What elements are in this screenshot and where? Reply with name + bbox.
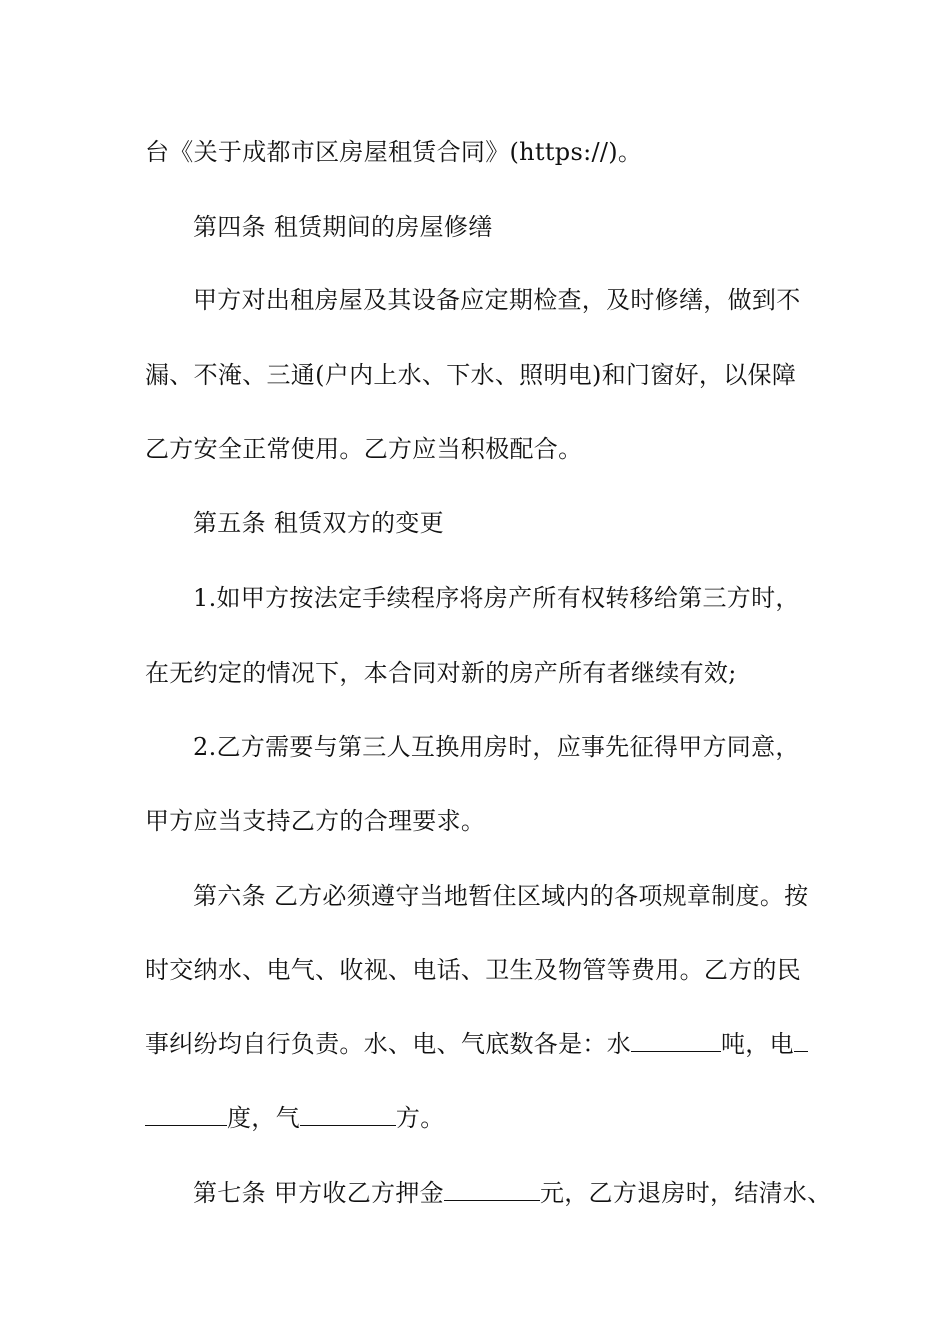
paragraph-line: 甲方对出租房屋及其设备应定期检查，及时修缮，做到不 xyxy=(193,286,801,314)
fill-in-blank-electricity-start xyxy=(794,1029,808,1052)
line-text: 事纠纷均自行负责。水、电、气底数各是：水 xyxy=(145,1030,631,1058)
line-text: 度，气 xyxy=(227,1104,300,1132)
paragraph-line: 在无约定的情况下，本合同对新的房产所有者继续有效; xyxy=(145,659,737,687)
paragraph-line xyxy=(193,1178,832,1208)
fill-in-blank-water xyxy=(631,1029,721,1052)
paragraph-line: 时交纳水、电气、收视、电话、卫生及物管等费用。乙方的民 xyxy=(145,956,802,984)
line-text: 方。 xyxy=(395,1104,445,1132)
paragraph-line: 漏、不淹、三通(户内上水、下水、照明电)和门窗好，以保障 xyxy=(145,361,797,389)
paragraph-line: 2.乙方需要与第三人互换用房时，应事先征得甲方同意， xyxy=(193,733,800,761)
paragraph-line: 乙方安全正常使用。乙方应当积极配合。 xyxy=(145,435,583,463)
paragraph-line: 台《关于成都市区房屋租赁合同》(https://)。 xyxy=(145,138,643,166)
article-heading: 第五条 租赁双方的变更 xyxy=(193,509,444,537)
paragraph-line: 甲方应当支持乙方的合理要求。 xyxy=(145,807,486,835)
fill-in-blank-electricity xyxy=(145,1103,227,1126)
paragraph-line xyxy=(145,1029,808,1059)
paragraph-line: 第六条 乙方必须遵守当地暂住区域内的各项规章制度。按 xyxy=(193,882,809,910)
article-heading: 第四条 租赁期间的房屋修缮 xyxy=(193,213,493,241)
line-text: 吨，电 xyxy=(721,1030,794,1058)
paragraph-line: 1.如甲方按法定手续程序将房产所有权转移给第三方时， xyxy=(193,584,800,612)
fill-in-blank-gas xyxy=(300,1103,396,1126)
line-text: 元，乙方退房时，结清水、 xyxy=(539,1179,832,1207)
paragraph-line xyxy=(145,1103,445,1133)
fill-in-blank-deposit xyxy=(444,1178,540,1201)
line-text: 第七条 甲方收乙方押金 xyxy=(193,1179,444,1207)
